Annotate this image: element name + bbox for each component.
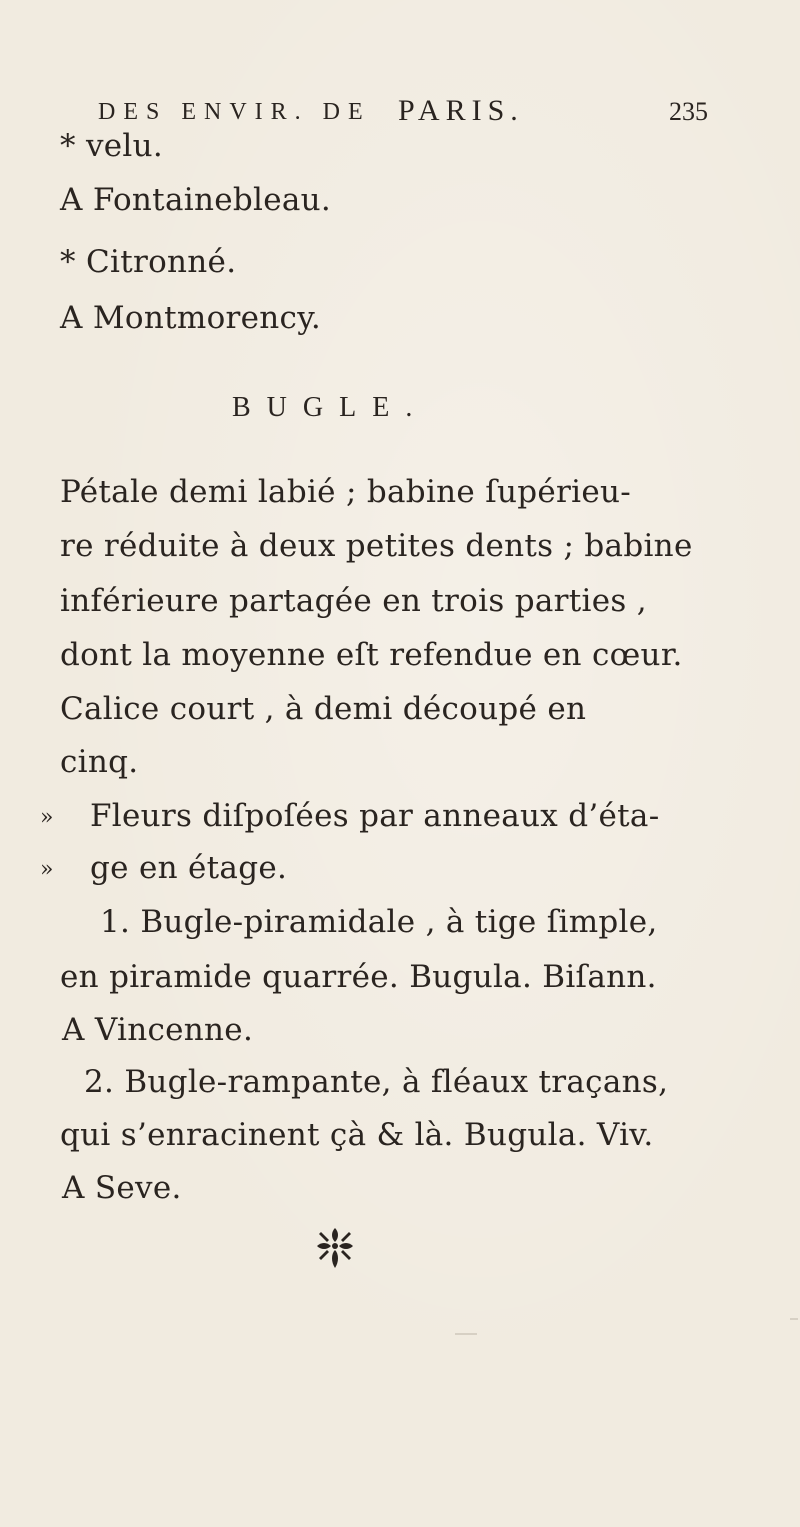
paper-speck xyxy=(790,1318,798,1320)
description-line: re réduite à deux petites dents ; babine xyxy=(60,528,693,564)
entry-line: A Fontainebleau. xyxy=(60,182,332,218)
entry-line: * Citronné. xyxy=(60,244,237,280)
entry-line: * velu. xyxy=(60,128,164,164)
header-city: PARIS. xyxy=(398,94,524,127)
note-line: Fleurs diſpoſées par anneaux d’éta- xyxy=(90,798,660,834)
ornament-icon xyxy=(309,1222,361,1274)
entry-line: A Montmorency. xyxy=(60,300,322,336)
species-line: 2. Bugle-rampante, à fléaux traçans, xyxy=(84,1064,669,1100)
note-line: ge en étage. xyxy=(90,850,288,886)
description-line: cinq. xyxy=(60,744,139,780)
description-line: Pétale demi labié ; babine ſupérieu- xyxy=(60,474,632,510)
quote-mark: » xyxy=(40,805,54,830)
paper-speck xyxy=(455,1333,477,1335)
species-line: 1. Bugle-piramidale , à tige ſimple, xyxy=(100,904,658,940)
description-line: inférieure partagée en trois parties , xyxy=(60,583,647,619)
species-line: A Seve. xyxy=(62,1170,182,1206)
species-line: A Vincenne. xyxy=(62,1012,254,1048)
running-header xyxy=(98,92,708,132)
header-left-text: DES ENVIR. DE xyxy=(98,99,371,125)
quote-mark: » xyxy=(40,857,54,882)
section-title: BUGLE. xyxy=(232,392,429,423)
species-line: qui s’enracinent çà & là. Bugula. Viv. xyxy=(60,1117,654,1153)
species-line: en piramide quarrée. Bugula. Biſann. xyxy=(60,959,657,995)
page-number: 235 xyxy=(669,97,708,126)
description-line: Calice court , à demi découpé en xyxy=(60,691,587,727)
description-line: dont la moyenne eſt refendue en cœur. xyxy=(60,637,683,673)
